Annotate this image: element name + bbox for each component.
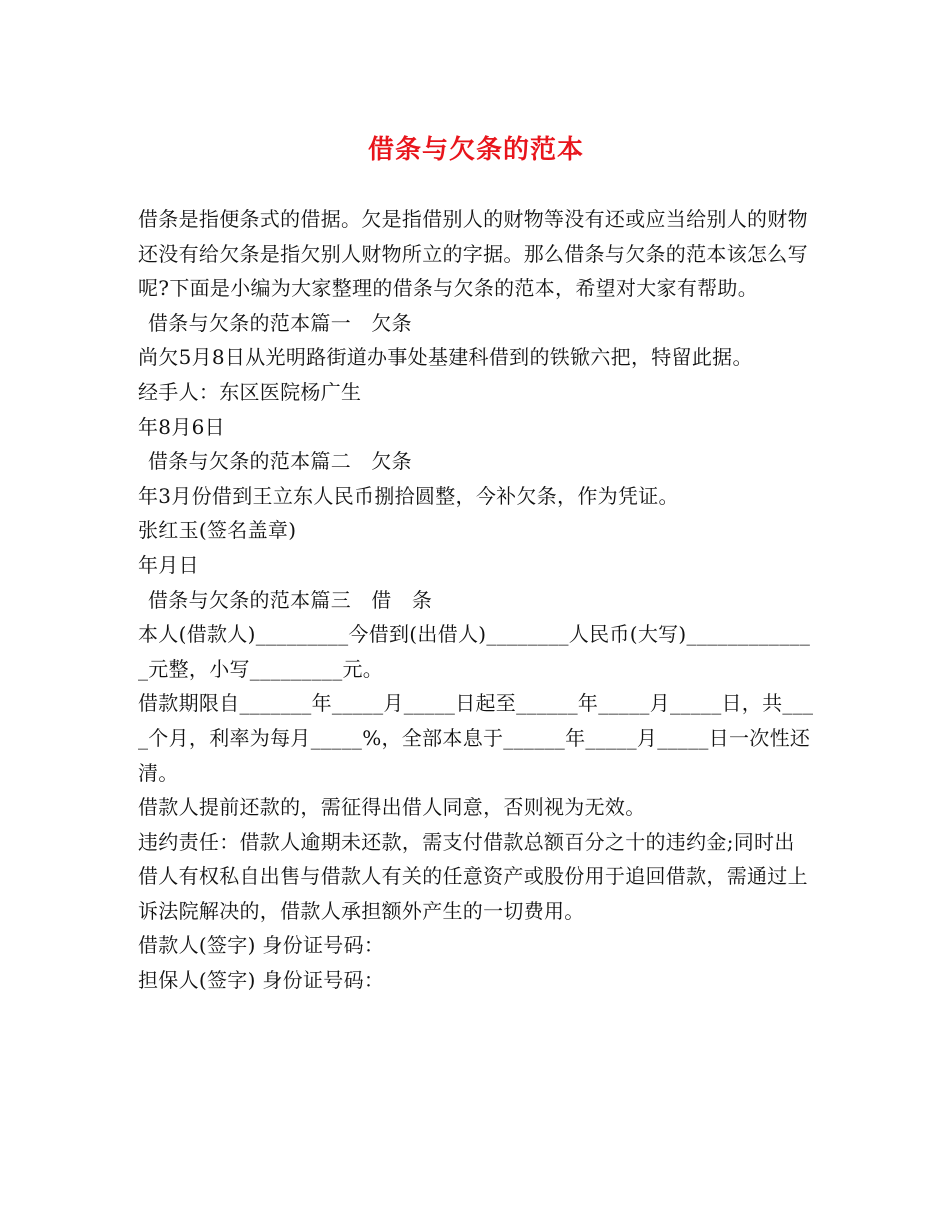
section-heading-2: 借条与欠条的范本篇二 欠条 bbox=[148, 449, 412, 474]
document-title: 借条与欠条的范本 bbox=[367, 135, 584, 165]
iou-2-signature: 张红玉(签名盖章) bbox=[138, 518, 297, 543]
breach-clause: 违约责任：借款人逾期未还款，需支付借款总额百分之十的违约金;同时出借人有权私自出售与借款人有关的任意资产或股份用于追回借款，需通过上诉法院解决的，借款人承担额外产生的一切费用。 bbox=[138, 829, 808, 923]
loan-term-clause: 借款期限自_______年_____月_____日起至______年_____月_____日，共____个月，利率为每月_____%，全部本息于______年_____月_____日一次性还清。 bbox=[138, 691, 814, 785]
early-repayment-clause: 借款人提前还款的，需征得出借人同意，否则视为无效。 bbox=[138, 795, 646, 820]
iou-2-date: 年月日 bbox=[138, 552, 199, 577]
iou-2-body: 年3月份借到王立东人民币捌拾圆整，今补欠条，作为凭证。 bbox=[138, 483, 679, 508]
document-page bbox=[138, 128, 814, 998]
iou-1-body: 尚欠5月8日从光明路街道办事处基建科借到的铁锨六把，特留此据。 bbox=[138, 345, 753, 370]
iou-1-handler: 经手人：东区医院杨广生 bbox=[138, 379, 362, 404]
section-heading-1: 借条与欠条的范本篇一 欠条 bbox=[148, 310, 412, 335]
section-heading-3: 借条与欠条的范本篇三 借 条 bbox=[148, 587, 433, 612]
iou-1-date: 年8月6日 bbox=[138, 414, 225, 439]
guarantor-signature-line: 担保人(签字) 身份证号码： bbox=[138, 968, 385, 993]
intro-paragraph: 借条是指便条式的借据。欠是指借别人的财物等没有还或应当给别人的财物还没有给欠条是指欠别人财物所立的字据。那么借条与欠条的范本该怎么写呢?下面是小编为大家整理的借条与欠条的范本，希望对大家有帮助。 bbox=[138, 207, 808, 301]
loan-amount-clause: 本人(借款人)_________今借到(出借人)________人民币(大写)_____________元整，小写_________元。 bbox=[138, 622, 811, 681]
borrower-signature-line: 借款人(签字) 身份证号码： bbox=[138, 933, 385, 958]
